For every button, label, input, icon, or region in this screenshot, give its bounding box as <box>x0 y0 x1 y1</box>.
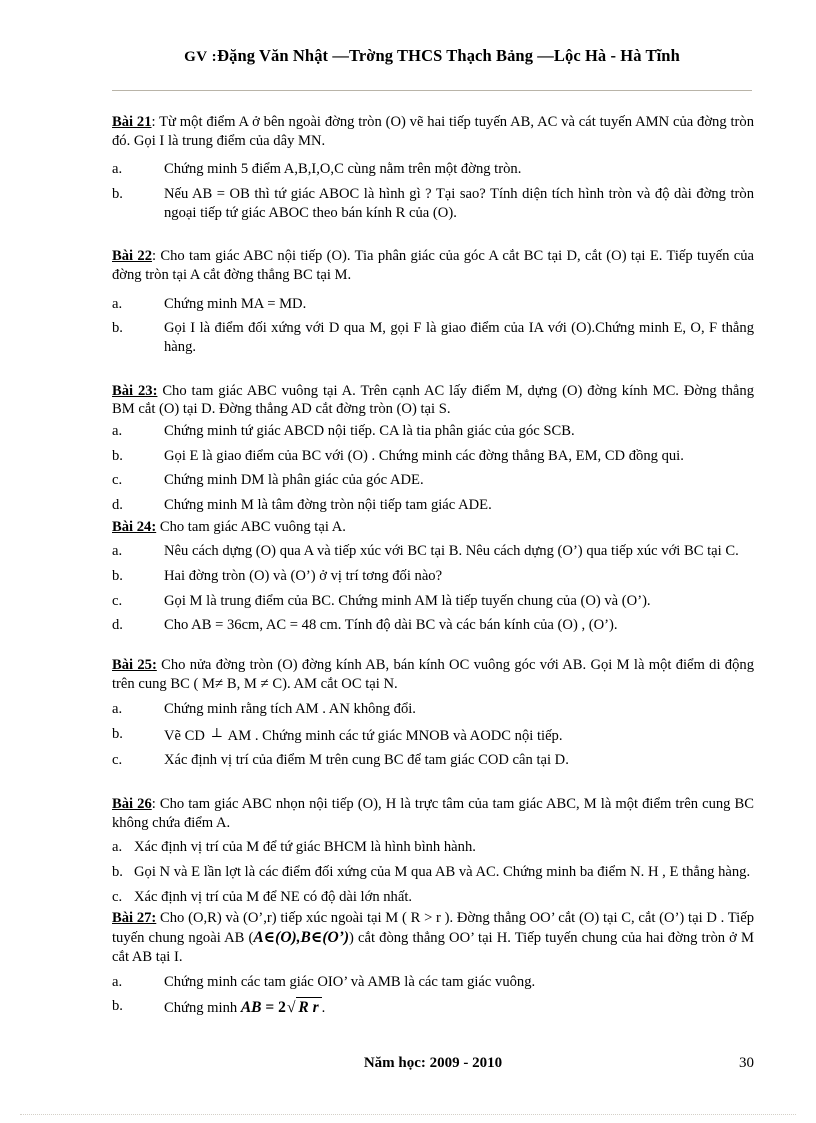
footer-school-year: Năm học: 2009 - 2010 <box>363 1055 503 1071</box>
exercise-intro-text-b: ) cắt đòng thẳng OO’ tại H. Tiếp tuyến chung của hai đờng tròn ở M cắt AB tại I. <box>112 930 754 965</box>
exercise-item <box>112 185 754 222</box>
item-text <box>164 725 754 746</box>
exercise-intro-text-a: Cho nửa đờng tròn (O) đờng kính AB, bán kính OC vuông góc với AB. Gọi M là một điểm di động trên cung BC ( M <box>112 657 754 692</box>
exercise-intro-text: : Cho tam giác ABC nội tiếp (O). Tia phân giác của góc A cắt BC tại D, cắt (O) tại E. Tiếp tuyến của đờng tròn tại A cắt đờng thẳng BC tại M. <box>112 248 755 284</box>
exercise-intro <box>112 909 754 966</box>
item-marker: a. <box>112 700 123 717</box>
exercise-intro <box>112 247 754 284</box>
exercise-item <box>112 592 754 611</box>
item-text: Nêu cách dựng (O) qua A và tiếp xúc với BC tại B. Nêu cách dựng (O’) qua tiếp xúc với BC tại C. <box>164 543 739 560</box>
item-marker: b. <box>112 186 123 203</box>
item-text: Chứng minh các tam giác OIO’ và AMB là các tam giác vuông. <box>164 973 536 990</box>
item-text: Chứng minh DM là phân giác của góc ADE. <box>164 472 424 489</box>
item-text: Nếu AB = OB thì tứ giác ABOC là hình gì ? Tại sao? Tính diện tích hình tròn và độ dài đờng tròn ngoại tiếp tứ giác ABOC theo bán kính R của (O). <box>164 186 754 221</box>
exercise-bai-24 <box>112 518 754 635</box>
item-text: Gọi M là trung điểm của BC. Chứng minh AM là tiếp tuyến chung của (O) và (O’). <box>164 592 651 609</box>
item-marker: a. <box>112 543 123 560</box>
item-text <box>164 997 754 1018</box>
item-marker: b. <box>112 998 123 1015</box>
item-marker: a. <box>112 973 123 990</box>
square-root-icon: √ R r <box>286 997 322 1018</box>
item-marker: d. <box>112 617 123 634</box>
item-text: Xác định vị trí của điểm M trên cung BC để tam giác COD cân tại D. <box>164 752 569 769</box>
spacer <box>112 222 754 237</box>
not-equal-icon: ≠ <box>260 675 269 692</box>
exercise-item <box>112 542 754 561</box>
spacer <box>112 635 754 650</box>
exercise-intro <box>112 795 754 832</box>
exercise-item <box>112 888 754 907</box>
spacer <box>112 372 754 382</box>
exercise-intro-text: Cho tam giác ABC vuông tại A. Trên cạnh AC lấy điểm M, dựng (O) đờng kính MC. Đờng thẳng BM cắt (O) tại D. Đờng thẳng AD cắt đờng tròn (O) tại S. <box>112 382 755 418</box>
exercise-intro-text: Cho tam giác ABC vuông tại A. <box>156 518 346 535</box>
item-marker: c. <box>112 888 123 905</box>
item-text-pre: Vẽ CD <box>164 727 209 744</box>
item-marker: a. <box>112 295 123 312</box>
exercise-item <box>112 616 754 635</box>
item-text: Cho AB = 36cm, AC = 48 cm. Tính độ dài BC và các bán kính của (O) , (O’). <box>164 617 618 634</box>
spacer <box>112 357 754 372</box>
page-header <box>112 46 752 67</box>
item-marker: b. <box>112 447 123 464</box>
header-text <box>112 46 752 67</box>
item-text: Chứng minh M là tâm đờng tròn nội tiếp tam giác ADE. <box>164 497 492 514</box>
exercise-item <box>112 997 754 1018</box>
exercise-list <box>112 113 754 1018</box>
item-marker: c. <box>112 592 123 609</box>
exercise-bai-27 <box>112 909 754 1018</box>
footer-divider <box>20 1114 796 1115</box>
exercise-bai-21 <box>112 113 754 222</box>
exercise-label: Bài 23: <box>112 382 158 399</box>
item-marker: b. <box>112 568 123 585</box>
exercise-intro-text-b: B, M <box>223 675 261 692</box>
item-marker: b. <box>112 320 123 337</box>
item-text: Chứng minh rằng tích AM . AN không đổi. <box>164 700 416 717</box>
exercise-item <box>112 725 754 746</box>
item-marker: a. <box>112 423 123 440</box>
item-text-post: AM . Chứng minh các tứ giác MNOB và AODC nội tiếp. <box>224 727 563 744</box>
header-divider <box>112 90 752 91</box>
exercise-item <box>112 160 754 179</box>
exercise-item <box>112 838 754 857</box>
item-text: Chứng minh tứ giác ABCD nội tiếp. CA là tia phân giác của góc SCB. <box>164 423 575 440</box>
item-text: Chứng minh MA = MD. <box>164 295 307 312</box>
spacer <box>112 785 754 795</box>
exercise-item <box>112 863 754 882</box>
exercise-intro <box>112 656 754 694</box>
exercise-label: Bài 25: <box>112 657 157 674</box>
item-text: Xác định vị trí của M để NE có độ dài lớn nhất. <box>134 888 413 905</box>
exercise-label: Bài 27: <box>112 910 157 927</box>
exercise-intro-text-c: C). AM cắt OC tại N. <box>268 675 398 692</box>
exercise-item <box>112 422 754 441</box>
formula-coefficient: 2 <box>278 999 286 1017</box>
exercise-label: Bài 24: <box>112 518 157 535</box>
item-text: Xác định vị trí của M để tứ giác BHCM là hình bình hành. <box>134 839 476 856</box>
spacer <box>112 285 754 295</box>
exercise-item <box>112 295 754 314</box>
set-membership-formula: A∈(O),B∈(O’) <box>253 929 350 947</box>
exercise-intro <box>112 382 754 419</box>
item-marker: c. <box>112 472 123 489</box>
exercise-label: Bài 22 <box>112 248 153 265</box>
exercise-item <box>112 319 754 356</box>
exercise-item <box>112 973 754 992</box>
exercise-item <box>112 567 754 586</box>
not-equal-icon: ≠ <box>214 675 224 692</box>
item-marker: b. <box>112 864 123 880</box>
formula-equals: = <box>265 999 275 1017</box>
exercise-intro-text-a: Cho (O,R) và (O’,r) tiếp xúc ngoài tại M ( R > r ). Đờng thẳng OO’ cắt (O) tại C, cắt (O’) tại D . Tiếp tuyến chung ngoài AB ( <box>112 910 754 947</box>
exercise-bai-25 <box>112 656 754 770</box>
header-gv-prefix: GV : <box>184 49 218 65</box>
exercise-label: Bài 21 <box>112 114 152 130</box>
item-text: Gọi E là giao điểm của BC với (O) . Chứng minh các đờng thẳng BA, EM, CD đồng qui. <box>164 447 684 464</box>
exercise-intro <box>112 518 754 537</box>
item-marker: b. <box>112 725 123 742</box>
exercise-item <box>112 447 754 466</box>
item-text: Chứng minh 5 điểm A,B,I,O,C cùng nằm trên một đờng tròn. <box>164 161 522 178</box>
exercise-intro <box>112 113 754 150</box>
header-teacher-school: Đặng Văn Nhật —Trờng THCS Thạch Bảng —Lộc Hà - Hà Tĩnh <box>217 46 680 65</box>
exercise-item <box>112 700 754 719</box>
perpendicular-icon: ⊥ <box>210 724 223 740</box>
item-marker: c. <box>112 752 123 769</box>
exercise-bai-22 <box>112 247 754 356</box>
footer-page-number: 30 <box>739 1055 754 1071</box>
spacer <box>112 770 754 785</box>
formula-lhs: AB <box>240 999 262 1017</box>
formula-radicand: R r <box>296 997 321 1018</box>
exercise-bai-26 <box>112 795 754 906</box>
item-text-pre: Chứng minh <box>164 1000 241 1017</box>
exercise-label: Bài 26 <box>112 795 152 812</box>
ab-equals-two-sqrt-rr-formula <box>241 999 322 1016</box>
item-text: Gọi I là điểm đối xứng với D qua M, gọi F là giao điểm của IA với (O).Chứng minh E, O, F thẳng hàng. <box>164 320 754 356</box>
item-marker: d. <box>112 497 123 514</box>
item-marker: a. <box>112 839 123 856</box>
exercise-intro-text: : Từ một điểm A ở bên ngoài đờng tròn (O) vẽ hai tiếp tuyến AB, AC và cát tuyến AMN của đờng tròn đó. Gọi I là trung điểm của dây MN. <box>112 114 754 149</box>
item-text-post: . <box>321 1000 326 1017</box>
item-marker: a. <box>112 161 123 178</box>
page-footer <box>112 1055 754 1077</box>
exercise-bai-23 <box>112 382 754 515</box>
exercise-intro-text: : Cho tam giác ABC nhọn nội tiếp (O), H là trực tâm của tam giác ABC, M là một điểm trên cung BC không chứa điểm A. <box>112 795 755 831</box>
item-text: Gọi N và E lần lợt là các điểm đối xứng của M qua AB và AC. Chứng minh ba điểm N. H , E thẳng hàng. <box>134 864 751 880</box>
spacer <box>112 150 754 160</box>
item-text: Hai đờng tròn (O) và (O’) ở vị trí tơng đối nào? <box>164 568 443 585</box>
spacer <box>112 237 754 247</box>
exercise-item <box>112 496 754 515</box>
exercise-item <box>112 751 754 770</box>
exercise-item <box>112 471 754 490</box>
